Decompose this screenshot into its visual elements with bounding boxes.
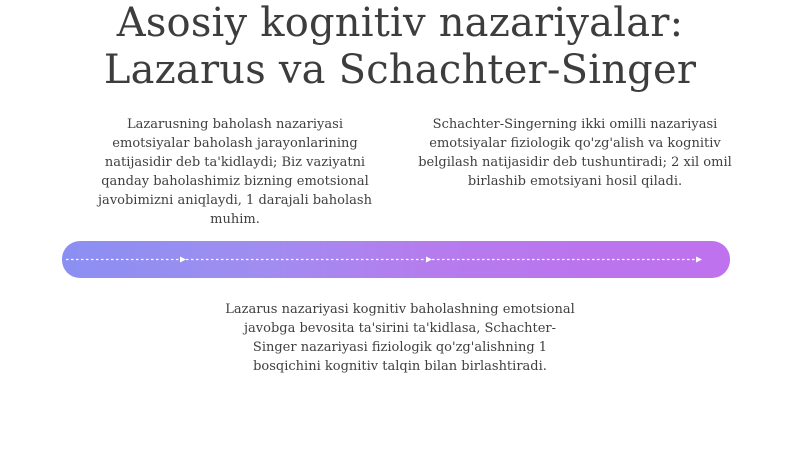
lazarus-description: Lazarusning baholash nazariyasi emotsiyalar baholash jarayonlarining natijasidir deb ta'kidlaydi; Biz vaziyatni qanday baholashimiz bizning emotsional javobimizni aniqlaydi, 1 darajali baholash muhim.	[98, 117, 372, 227]
timeline-bar	[62, 241, 730, 278]
page-title	[0, 0, 800, 94]
arrow-head-3	[696, 257, 702, 263]
arrow-head-2	[426, 257, 432, 263]
schachter-singer-description: Schachter-Singerning ikki omilli nazariyasi emotsiyalar fiziologik qo'zg'alish va kognitiv belgilash natijasidir deb tushuntiradi; 2 xil omil birlashib emotsiyani hosil qiladi.	[418, 117, 732, 189]
title-line-1: Asosiy kognitiv nazariyalar:	[116, 0, 684, 46]
title-line-2: Lazarus va Schachter-Singer	[103, 47, 697, 93]
comparison-summary: Lazarus nazariyasi kognitiv baholashning emotsional javobga bevosita ta'sirini ta'kidlasa, Schachter-Singer nazariyasi fiziologik qo'zg'alishning 1 bosqichini kognitiv talqin bilan birlashtiradi.	[225, 302, 575, 374]
timeline-arrows	[62, 241, 730, 278]
arrow-head-1	[180, 257, 186, 263]
